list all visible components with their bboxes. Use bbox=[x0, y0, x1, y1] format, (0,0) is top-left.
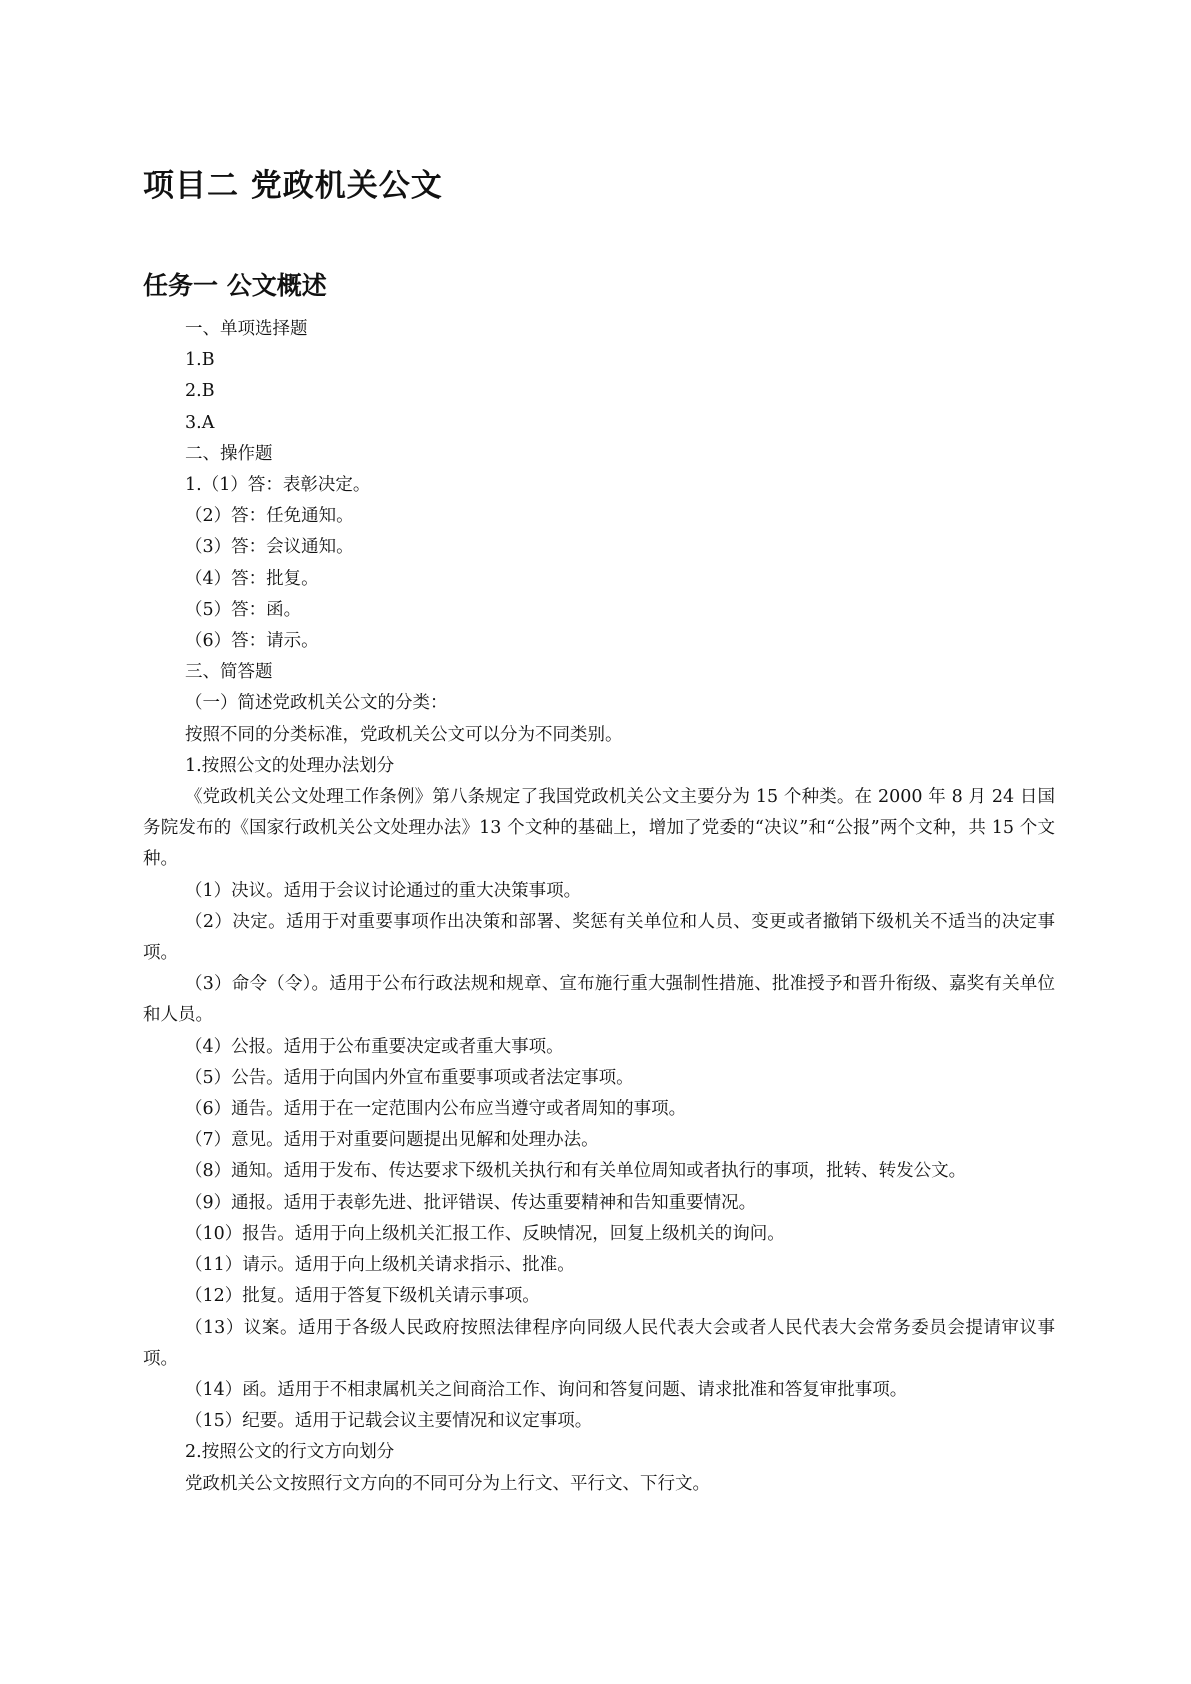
paragraph: （2）答：任免通知。 bbox=[185, 506, 354, 527]
paragraph: （9）通报。适用于表彰先进、批评错误、传达重要精神和告知重要情况。 bbox=[185, 1192, 757, 1213]
paragraph: （一）简述党政机关公文的分类： bbox=[185, 693, 448, 714]
paragraph: （5）公告。适用于向国内外宣布重要事项或者法定事项。 bbox=[185, 1067, 634, 1088]
paragraph: （5）答：函。 bbox=[185, 599, 302, 620]
paragraph: （4）公报。适用于公布重要决定或者重大事项。 bbox=[185, 1036, 564, 1057]
paragraph: 《党政机关公文处理工作条例》第八条规定了我国党政机关公文主要分为 15 个种类。在 2000 年 8 月 24 日国务院发布的《国家行政机关公文处理办法》13 个文种的基础上，增加了党委的“决议”和“公报”两个文种，共 15 个文种。 bbox=[143, 787, 1055, 870]
paragraph: （1）决议。适用于会议讨论通过的重大决策事项。 bbox=[185, 880, 582, 901]
paragraph: 一、单项选择题 bbox=[185, 319, 308, 339]
paragraph: （13）议案。适用于各级人民政府按照法律程序向同级人民代表大会或者人民代表大会常务委员会提请审议事项。 bbox=[143, 1317, 1055, 1369]
paragraph: （6）答：请示。 bbox=[185, 631, 319, 652]
paragraph: （14）函。适用于不相隶属机关之间商洽工作、询问和答复问题、请求批准和答复审批事项。 bbox=[185, 1379, 908, 1400]
paragraph: 按照不同的分类标准，党政机关公文可以分为不同类别。 bbox=[185, 724, 623, 745]
paragraph: （6）通告。适用于在一定范围内公布应当遵守或者周知的事项。 bbox=[185, 1099, 687, 1120]
paragraph: 3.A bbox=[185, 412, 215, 433]
section-title: 任务一 公文概述 bbox=[143, 271, 327, 300]
paragraph: （4）答：批复。 bbox=[185, 568, 319, 589]
paragraph: 1.（1）答：表彰决定。 bbox=[185, 475, 371, 496]
paragraph: 二、操作题 bbox=[185, 443, 273, 464]
paragraph: （15）纪要。适用于记载会议主要情况和议定事项。 bbox=[185, 1411, 593, 1432]
page-title: 项目二 党政机关公文 bbox=[143, 168, 443, 204]
paragraph: 党政机关公文按照行文方向的不同可分为上行文、平行文、下行文。 bbox=[185, 1473, 710, 1494]
paragraph: 1.按照公文的处理办法划分 bbox=[185, 755, 395, 776]
paragraph: （11）请示。适用于向上级机关请求指示、批准。 bbox=[185, 1255, 575, 1276]
paragraph: 三、简答题 bbox=[185, 662, 273, 683]
paragraph: （7）意见。适用于对重要问题提出见解和处理办法。 bbox=[185, 1130, 599, 1151]
document-body bbox=[143, 314, 1055, 1500]
paragraph: （10）报告。适用于向上级机关汇报工作、反映情况，回复上级机关的询问。 bbox=[185, 1223, 785, 1244]
paragraph: 1.B bbox=[185, 350, 215, 371]
paragraph: （3）命令（令）。适用于公布行政法规和规章、宣布施行重大强制性措施、批准授予和晋升衔级、嘉奖有关单位和人员。 bbox=[143, 974, 1055, 1026]
paragraph: （8）通知。适用于发布、传达要求下级机关执行和有关单位周知或者执行的事项，批转、转发公文。 bbox=[185, 1161, 967, 1182]
paragraph: （3）答：会议通知。 bbox=[185, 537, 354, 558]
paragraph: （12）批复。适用于答复下级机关请示事项。 bbox=[185, 1286, 540, 1307]
paragraph: 2.B bbox=[185, 381, 215, 402]
paragraph: 2.按照公文的行文方向划分 bbox=[185, 1442, 395, 1463]
paragraph: （2）决定。适用于对重要事项作出决策和部署、奖惩有关单位和人员、变更或者撤销下级机关不适当的决定事项。 bbox=[143, 911, 1055, 964]
